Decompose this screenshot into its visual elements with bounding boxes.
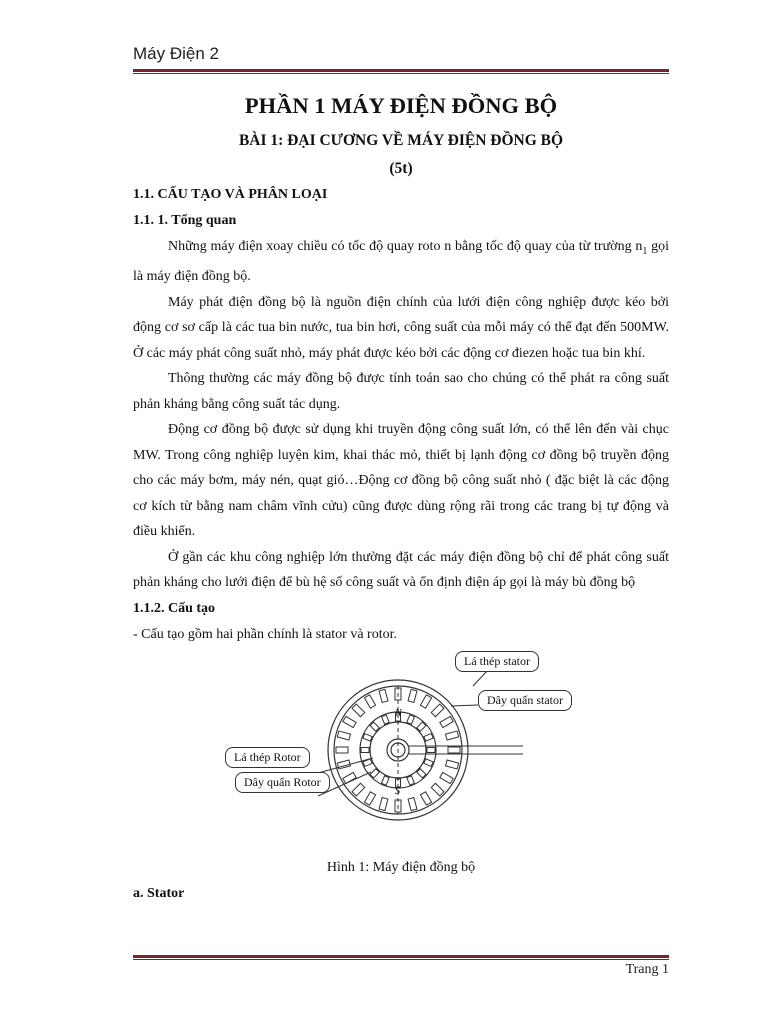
subsection-stator: a. Stator — [133, 885, 185, 901]
stator-slot — [446, 731, 459, 740]
stator-slot — [352, 783, 365, 796]
document-title: PHẦN 1 MÁY ĐIỆN ĐỒNG BỘ — [244, 93, 558, 118]
stator-slot — [420, 695, 431, 708]
stator-slot — [379, 689, 388, 702]
stator-slot — [431, 783, 444, 796]
stator-slot — [364, 792, 375, 805]
paragraph-reactive-power: Thông thường các máy đồng bộ được tính toán sao cho chúng có thể phát ra công suất phản kháng bằng công suất tác dụng. — [133, 371, 669, 412]
paragraph-generator: Máy phát điện đồng bộ là nguồn điện chính của lưới điện công nghiệp được kéo bởi động cơ sơ cấp là các tua bin nước, tua bin hơi, công suất của mỗi máy có thể đạt đến 500MW. Ở các máy phát công suất nhỏ, máy phát được kéo bởi các động cơ điezen hoặc tua bin khí. — [133, 294, 669, 361]
rotor-slot — [363, 733, 372, 741]
paragraph-compensator: Ở gần các khu công nghiệp lớn thường đặt các máy điện đồng bộ chỉ để phát công suất phản kháng cho lưới điện để bù hệ số công suất và ổn định điện áp gọi là máy bù đồng bộ — [133, 549, 669, 591]
pole-n-label: N — [395, 707, 402, 719]
callout-stator-steel: Lá thép stator — [455, 651, 539, 672]
callout-stator-winding: Dây quấn stator — [478, 690, 572, 711]
rotor-slot — [407, 776, 415, 785]
rotor-slot — [424, 733, 433, 741]
rotor-slot — [382, 715, 390, 724]
rotor-slot — [361, 747, 369, 752]
stator-slot — [446, 760, 459, 769]
section-heading-1-1-1: 1.1. 1. Tổng quan — [133, 213, 237, 228]
page-body — [133, 86, 669, 906]
machine-cross-section — [133, 650, 669, 850]
pole-s-label: S — [395, 785, 400, 797]
stator-slot — [431, 704, 444, 717]
stator-slot — [364, 695, 375, 708]
stator-slot — [408, 689, 417, 702]
callout-rotor-steel: Lá thép Rotor — [225, 747, 310, 768]
stator-slot — [408, 797, 417, 810]
lesson-duration: (5t) — [389, 160, 413, 177]
lesson-title: BÀI 1: ĐẠI CƯƠNG VỀ MÁY ĐIỆN ĐỒNG BỘ — [238, 132, 564, 149]
page-number: Trang 1 — [625, 962, 669, 977]
rotor-slot — [382, 776, 390, 785]
stator-slot — [448, 747, 460, 753]
rotor-slot — [424, 759, 433, 767]
figure-caption: Hình 1: Máy điện đồng bộ — [326, 859, 476, 875]
header-divider — [133, 69, 669, 74]
rotor-slot — [427, 747, 435, 752]
rotor-slot — [407, 715, 415, 724]
machine-diagram — [133, 650, 669, 850]
stator-slot — [440, 716, 453, 727]
stator-slot — [343, 716, 356, 727]
stator-slot — [379, 797, 388, 810]
stator-slot — [352, 704, 365, 717]
stator-slot — [440, 772, 453, 783]
section-heading-1-1: 1.1. CẤU TẠO VÀ PHÂN LOẠI — [133, 187, 328, 202]
running-header: Máy Điện 2 — [133, 44, 219, 63]
paragraph-overview: Những máy điện xoay chiều có tốc độ quay roto n bằng tốc độ quay của từ trường $n_1$ gọi là máy điện đồng bộ. — [133, 239, 670, 285]
structure-intro: - Cấu tạo gồm hai phần chính là stator và rotor. — [133, 626, 397, 642]
stator-slot — [337, 731, 350, 740]
stator-slot — [420, 792, 431, 805]
callout-rotor-winding: Dây quấn Rotor — [235, 772, 330, 793]
footer-divider — [133, 955, 669, 960]
stator-slot — [336, 747, 348, 753]
section-heading-1-1-2: 1.1.2. Cấu tạo — [133, 600, 216, 616]
paragraph-motor: Động cơ đồng bộ được sử dụng khi truyền động công suất lớn, có thể lên đến vài chục MW. Trong công nghiệp luyện kim, khai thác mỏ, thiết bị lạnh động cơ đồng bộ truyền động cho các máy bơm, máy nén, quạt gió…Động cơ đồng bộ công suất nhỏ ( đặc biệt là các động cơ kích từ bằng nam châm vĩnh cửu) cũng được dùng rộng rãi trong các trang bị tự động và điều khiển. — [133, 422, 669, 540]
